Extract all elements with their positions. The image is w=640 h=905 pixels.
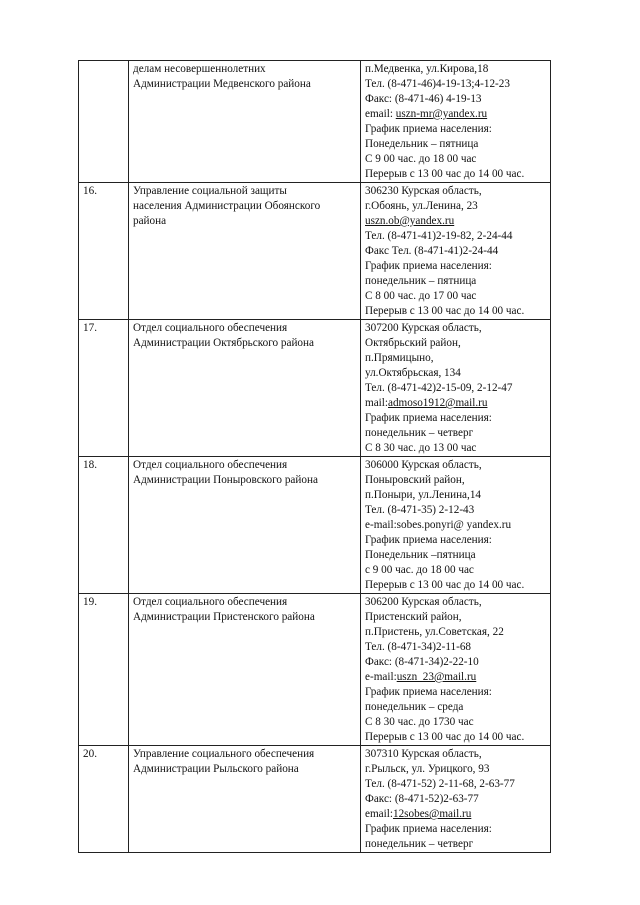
organization-name-line: населения Администрации Обоянского [133, 200, 321, 212]
email-link[interactable]: uszn-mr@yandex.ru [395, 108, 488, 120]
contact-line: Факс: (8-471-52)2-63-77 [365, 793, 479, 805]
table-row [79, 61, 551, 183]
schedule-line: с 9 00 час. до 18 00 час [365, 564, 474, 576]
schedule-line: Понедельник – пятница [365, 138, 479, 150]
contact-line: 307200 Курская область, [365, 322, 482, 334]
contact-line: г.Обоянь, ул.Ленина, 23 [365, 200, 478, 212]
schedule-line: График приема населения: [365, 412, 492, 424]
schedule-line: С 8 00 час. до 17 00 час [365, 290, 477, 302]
row-number-cell [79, 594, 129, 746]
contact-line: г.Рыльск, ул. Урицкого, 93 [365, 763, 490, 775]
row-number-cell [79, 183, 129, 320]
email-line [365, 214, 547, 229]
schedule-line: Перерыв с 13 00 час до 14 00 час. [365, 168, 525, 180]
contact-line: Факс: (8-471-34)2-22-10 [365, 656, 479, 668]
contact-line: Октябрьский район, [365, 337, 461, 349]
organization-name-line: Администрации Рыльского района [133, 763, 299, 775]
organization-name-line: Администрации Пристенского района [133, 611, 315, 623]
table-row [79, 457, 551, 594]
row-number: 19. [83, 596, 97, 608]
schedule-line: понедельник – среда [365, 701, 464, 713]
contact-line: п.Поныри, ул.Ленина,14 [365, 489, 482, 501]
schedule-line: График приема населения: [365, 260, 492, 272]
contact-line: Пристенский район, [365, 611, 462, 623]
email-link[interactable]: uszn.ob@yandex.ru [365, 215, 455, 227]
schedule-line: С 8 30 час. до 13 00 час [365, 442, 477, 454]
organization-name-line: делам несовершеннолетних [133, 63, 266, 75]
organization-name-line: Администрации Медвенского района [133, 78, 311, 90]
row-number: 17. [83, 322, 97, 334]
email-line [365, 396, 547, 411]
contact-cell [361, 746, 551, 853]
email-line [365, 807, 547, 822]
schedule-line: понедельник – четверг [365, 838, 474, 850]
contact-line: 307310 Курская область, [365, 748, 482, 760]
contact-line: 306000 Курская область, [365, 459, 482, 471]
email-prefix: e-mail: [365, 671, 397, 683]
email-link[interactable]: 12sobes@mail.ru [392, 808, 472, 820]
row-number-cell [79, 746, 129, 853]
table-row [79, 594, 551, 746]
institutions-table [78, 60, 551, 853]
schedule-line: Тел. (8-471-41)2-19-82, 2-24-44 [365, 230, 513, 242]
contact-line: Тел. (8-471-46)4-19-13;4-12-23 [365, 78, 510, 90]
email-prefix: email: [365, 808, 393, 820]
schedule-line: С 9 00 час. до 18 00 час [365, 153, 477, 165]
contact-line: п.Прямицыно, [365, 352, 434, 364]
organization-cell [129, 457, 361, 594]
email-link[interactable]: admoso1912@mail.ru [388, 397, 488, 409]
schedule-line: График приема населения: [365, 823, 492, 835]
row-number: 16. [83, 185, 97, 197]
table-body [79, 61, 551, 853]
contact-cell [361, 594, 551, 746]
schedule-line: График приема населения: [365, 534, 492, 546]
organization-name-line: Отдел социального обеспечения [133, 459, 288, 471]
row-number-cell [79, 320, 129, 457]
organization-name-line: района [133, 215, 167, 227]
organization-cell [129, 746, 361, 853]
email-prefix: mail: [365, 397, 388, 409]
organization-name-line: Администрации Поныровского района [133, 474, 318, 486]
contact-line: 306200 Курская область, [365, 596, 482, 608]
contact-cell [361, 457, 551, 594]
contact-line: Тел. (8-471-34)2-11-68 [365, 641, 472, 653]
contact-line: п.Пристень, ул.Советская, 22 [365, 626, 504, 638]
contact-line: e-mail:sobes.ponyri@ yandex.ru [365, 519, 512, 531]
contact-line: Факс: (8-471-46) 4-19-13 [365, 93, 482, 105]
email-prefix: email: [365, 108, 396, 120]
contact-line: ул.Октябрьская, 134 [365, 367, 461, 379]
email-link[interactable]: uszn_23@mail.ru [396, 671, 477, 683]
schedule-line: понедельник – пятница [365, 275, 477, 287]
contact-cell [361, 183, 551, 320]
organization-name-line: Управление социального обеспечения [133, 748, 315, 760]
organization-name-line: Администрации Октябрьского района [133, 337, 314, 349]
email-line [365, 670, 547, 685]
organization-cell [129, 320, 361, 457]
row-number-cell [79, 457, 129, 594]
schedule-line: Перерыв с 13 00 час до 14 00 час. [365, 579, 525, 591]
contact-line: п.Медвенка, ул.Кирова,18 [365, 63, 489, 75]
schedule-line: Факс Тел. (8-471-41)2-24-44 [365, 245, 499, 257]
contact-cell [361, 61, 551, 183]
schedule-line: График приема населения: [365, 123, 492, 135]
organization-cell [129, 61, 361, 183]
organization-cell [129, 594, 361, 746]
schedule-line: понедельник – четверг [365, 427, 474, 439]
contact-line: Тел. (8-471-35) 2-12-43 [365, 504, 475, 516]
table-row [79, 746, 551, 853]
row-number-cell [79, 61, 129, 183]
organization-name-line: Управление социальной защиты [133, 185, 287, 197]
schedule-line: График приема населения: [365, 686, 492, 698]
schedule-line: Понедельник –пятница [365, 549, 476, 561]
schedule-line: С 8 30 час. до 1730 час [365, 716, 474, 728]
contact-line: Тел. (8-471-52) 2-11-68, 2-63-77 [365, 778, 515, 790]
table-row [79, 320, 551, 457]
contact-cell [361, 320, 551, 457]
schedule-line: Перерыв с 13 00 час до 14 00 час. [365, 305, 525, 317]
email-line [365, 107, 547, 122]
organization-name-line: Отдел социального обеспечения [133, 322, 288, 334]
row-number: 18. [83, 459, 97, 471]
schedule-line: Перерыв с 13 00 час до 14 00 час. [365, 731, 525, 743]
table-row [79, 183, 551, 320]
contact-line: 306230 Курская область, [365, 185, 482, 197]
row-number: 20. [83, 748, 97, 760]
organization-cell [129, 183, 361, 320]
organization-name-line: Отдел социального обеспечения [133, 596, 288, 608]
contact-line: Поныровский район, [365, 474, 465, 486]
contact-line: Тел. (8-471-42)2-15-09, 2-12-47 [365, 382, 513, 394]
